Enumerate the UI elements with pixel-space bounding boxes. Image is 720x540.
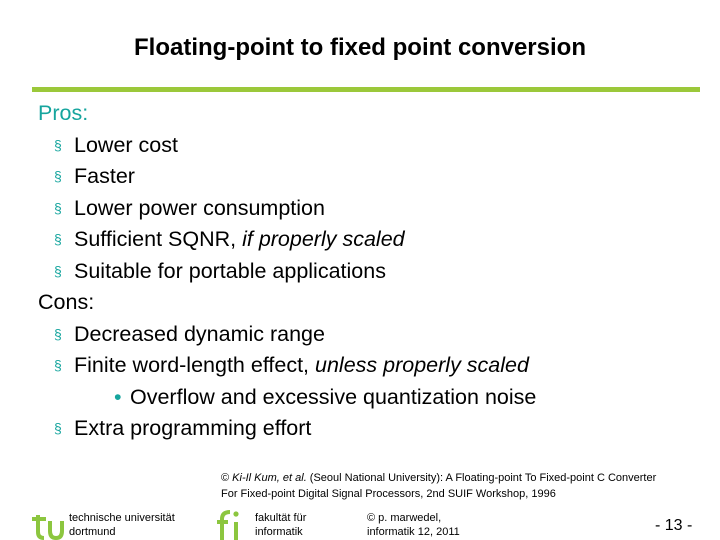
title-divider	[32, 87, 700, 92]
bullet-icon: §	[54, 231, 62, 247]
author-credit: © p. marwedel, informatik 12, 2011	[367, 512, 460, 538]
bullet-icon: §	[54, 168, 62, 184]
reference-title: (Seoul National University): A Floating-point To Fixed-point C Converter	[306, 472, 657, 484]
cons-heading: Cons:	[38, 290, 95, 314]
emphasis-text: if properly scaled	[242, 227, 405, 251]
cons-item: § Extra programming effort	[38, 413, 536, 445]
bullet-icon: §	[54, 325, 62, 342]
pros-item: § Lower power consumption	[38, 193, 536, 225]
sub-bullet-icon: •	[114, 384, 122, 409]
copyright-symbol: ©	[221, 472, 230, 484]
pros-item: § Lower cost	[38, 130, 536, 162]
page-number: - 13 -	[655, 517, 693, 534]
university-name: technische universität dortmund	[69, 512, 175, 538]
cons-subitem: • Overflow and excessive quantization noise	[38, 382, 536, 414]
pros-item: § Suitable for portable applications	[38, 256, 536, 288]
pros-item: § Faster	[38, 161, 536, 193]
faculty-name: fakultät für informatik	[255, 512, 307, 538]
bullet-icon: §	[54, 357, 62, 373]
bullet-icon: §	[54, 136, 62, 153]
cons-item: § Finite word-length effect, unless properly scaled	[38, 350, 536, 382]
pros-item: § Sufficient SQNR, if properly scaled	[38, 224, 536, 256]
slide-footer	[0, 505, 720, 540]
pros-heading: Pros:	[38, 101, 89, 125]
tu-dortmund-logo-icon	[30, 513, 64, 540]
slide-title: Floating-point to fixed point conversion	[134, 34, 586, 61]
emphasis-text: unless properly scaled	[315, 353, 529, 377]
bullet-icon: §	[54, 420, 62, 436]
bullet-icon: §	[54, 262, 62, 279]
bullet-icon: §	[54, 199, 62, 216]
slide-body	[38, 98, 536, 445]
cons-item: § Decreased dynamic range	[38, 319, 536, 351]
reference-authors: Ki-Il Kum, et al.	[232, 472, 307, 484]
fi-logo-icon	[216, 509, 244, 540]
reference-citation	[221, 470, 656, 502]
reference-venue: For Fixed-point Digital Signal Processors, 2nd SUIF Workshop, 1996	[221, 488, 556, 500]
